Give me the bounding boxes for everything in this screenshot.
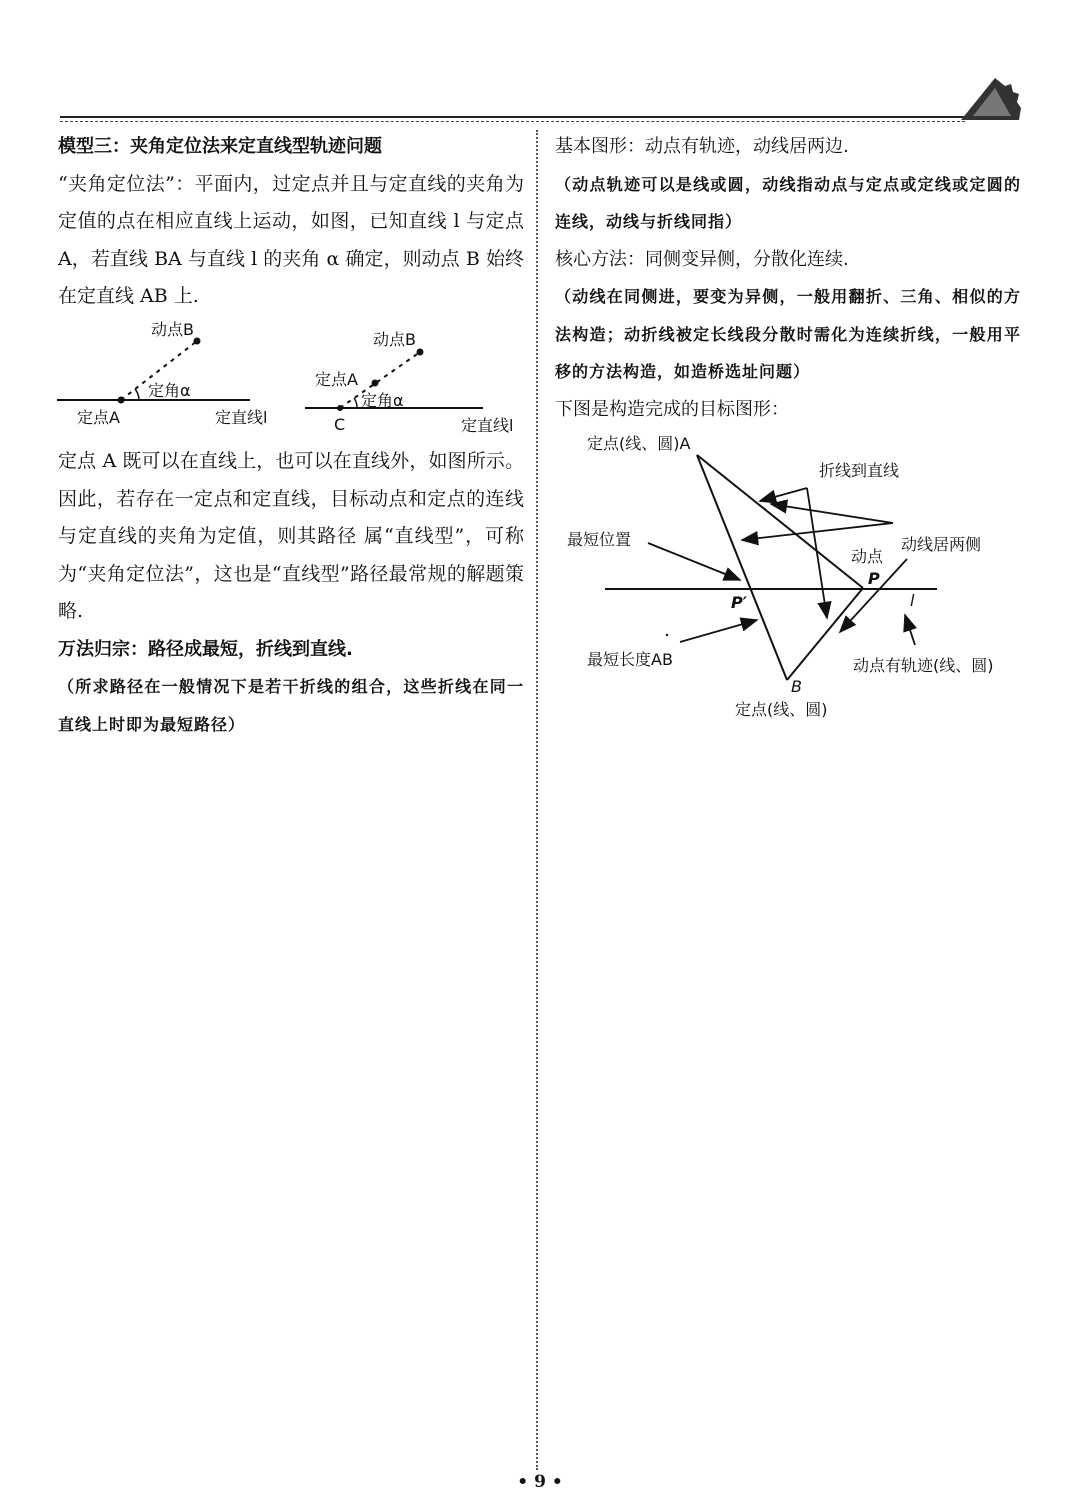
moving-point-label: 动点 xyxy=(851,547,884,566)
left-column xyxy=(58,128,524,316)
right-column xyxy=(555,128,1021,428)
intro-paragraph: “夹角定位法”：平面内，过定点并且与定直线的夹角为定值的点在相应直线上运动，如图，已知直线 l 与定点 A，若直线 BA 与直线 l 的夹角 α 确定，则动点 B 始终在定直线 AB 上. xyxy=(58,172,524,307)
fig2-angle-label: 定角α xyxy=(361,391,404,410)
explanation-paragraph: 定点 A 既可以在直线上，也可以在直线外，如图所示。因此，若存在一定点和定直线，目标动点和定点的连线与定直线的夹角为定值，则其路径 属“直线型”，可称为“夹角定位法”，这也是“直线型”路径最常规的解题策略. xyxy=(58,450,524,622)
point-a-label: 定点(线、圆)A xyxy=(587,434,691,453)
fig2-fixed-point-label: 定点A xyxy=(315,370,358,389)
trajectory-label: 动点有轨迹(线、圆) xyxy=(853,656,994,675)
principle-note: （所求路径在一般情况下是若干折线的组合，这些折线在同一直线上时即为最短路径） xyxy=(58,677,524,734)
shortest-position-label: 最短位置 xyxy=(567,530,632,549)
left-column-lower xyxy=(58,443,524,743)
point-p-prime-label: P′ xyxy=(731,593,747,612)
fig1-moving-point-label: 动点B xyxy=(151,320,194,339)
header-rule xyxy=(60,116,965,122)
core-method-line: 核心方法：同侧变异侧，分散化连续. xyxy=(555,248,849,270)
basic-note: （动点轨迹可以是线或圆，动线指动点与定点或定线或定圆的连线，动线与折线同指） xyxy=(555,174,1021,231)
point-b-label: B xyxy=(791,677,802,696)
fig2-fixed-line-label: 定直线l xyxy=(461,416,514,435)
fig2-point-c-label: C xyxy=(334,415,346,434)
corner-ornament-icon xyxy=(955,70,1025,125)
section-heading: 模型三：夹角定位法来定直线型轨迹问题 xyxy=(58,136,382,157)
column-divider xyxy=(536,130,538,1470)
page-number: • 9 • xyxy=(517,1472,563,1492)
fig1-fixed-line-label: 定直线l xyxy=(215,408,268,427)
principle-heading: 万法归宗：路径成最短，折线到直线. xyxy=(58,638,353,660)
angle-figures xyxy=(55,315,530,445)
core-note: （动线在同侧进，要变为异侧，一般用翻折、三角、相似的方法构造；动折线被定长线段分散时需化为连续折线，一般用平移的方法构造，如造桥选址问题） xyxy=(555,287,1021,381)
line-l-label: l xyxy=(910,591,915,610)
target-figure xyxy=(555,425,1035,725)
angle-figures-svg xyxy=(55,315,530,445)
shortest-length-label: 最短长度AB xyxy=(587,650,673,669)
fig2-moving-point-label: 动点B xyxy=(373,330,416,349)
fixed-b-label: 定点(线、圆) xyxy=(735,700,828,719)
figure-intro: 下图是构造完成的目标图形： xyxy=(555,398,789,420)
polyline-label: 折线到直线 xyxy=(819,461,900,480)
two-sides-label: 动线居两侧 xyxy=(901,535,982,554)
basic-shape-line: 基本图形：动点有轨迹，动线居两边. xyxy=(555,136,849,157)
point-p-label: P xyxy=(868,569,880,588)
fig1-fixed-point-label: 定点A xyxy=(77,408,120,427)
fig1-angle-label: 定角α xyxy=(148,381,191,400)
